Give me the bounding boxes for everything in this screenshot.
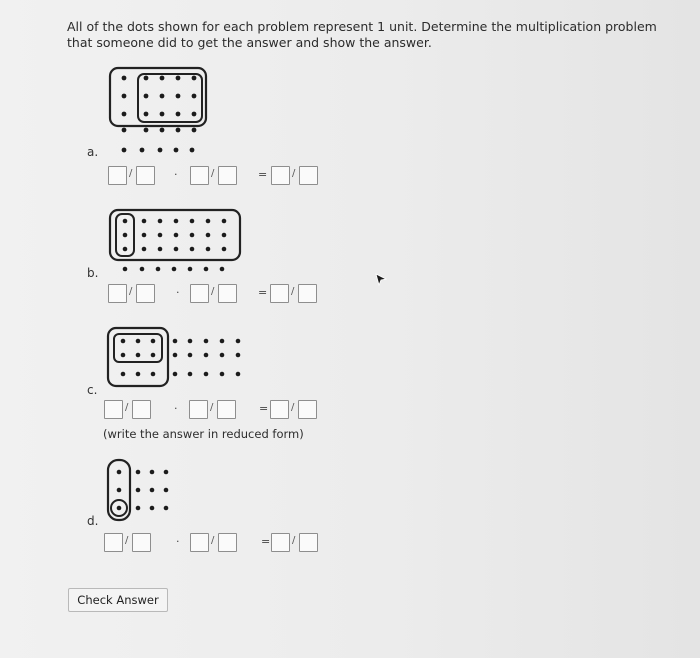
dot (174, 148, 179, 153)
dot (236, 372, 241, 377)
dot (220, 267, 225, 272)
multiply-sign: · (174, 402, 178, 415)
dot (144, 76, 149, 81)
dot (188, 339, 193, 344)
dot (123, 233, 128, 238)
dot (158, 219, 163, 224)
dot (190, 219, 195, 224)
multiply-sign: · (176, 286, 180, 299)
dot (174, 233, 179, 238)
numerator-input[interactable] (190, 533, 209, 552)
dot (136, 506, 141, 511)
dot (151, 339, 156, 344)
dot (164, 470, 169, 475)
dot (160, 112, 165, 117)
dot (176, 112, 181, 117)
dot (236, 339, 241, 344)
dot (206, 219, 211, 224)
dots-a (122, 76, 197, 153)
dot-figure-a (108, 66, 208, 162)
fraction-1: / (104, 533, 152, 555)
numerator-input[interactable] (190, 166, 209, 185)
dot (136, 339, 141, 344)
numerator-input[interactable] (190, 284, 209, 303)
denominator-input[interactable] (299, 166, 318, 185)
numerator-input[interactable] (271, 533, 290, 552)
dot (164, 488, 169, 493)
dot (192, 94, 197, 99)
denominator-input[interactable] (298, 400, 317, 419)
dot (150, 470, 155, 475)
equals-sign: = (258, 168, 268, 181)
fraction-2: / (190, 284, 238, 306)
dot (188, 372, 193, 377)
equals-sign: = (259, 402, 269, 415)
equals-sign: = (258, 286, 268, 299)
equation-row-a (108, 166, 343, 188)
dot (176, 94, 181, 99)
dot (188, 267, 193, 272)
dot (150, 488, 155, 493)
denominator-input[interactable] (218, 533, 237, 552)
dot (236, 353, 241, 358)
numerator-input[interactable] (271, 166, 290, 185)
dot (150, 506, 155, 511)
multiply-sign: · (176, 535, 180, 548)
denominator-input[interactable] (218, 284, 237, 303)
dots-d (117, 470, 169, 511)
dot (176, 128, 181, 133)
dot (192, 112, 197, 117)
problem-label-d: d. (87, 514, 99, 528)
dot (160, 94, 165, 99)
problem-label-c: c. (87, 383, 98, 397)
dot (136, 353, 141, 358)
dot (164, 506, 169, 511)
problem-label-a: a. (87, 145, 99, 159)
fraction-1: / (104, 400, 152, 422)
numerator-input[interactable] (108, 284, 127, 303)
multiply-sign: · (174, 168, 178, 181)
dot-figure-d (106, 458, 176, 522)
fraction-1: / (108, 166, 156, 188)
dot (121, 339, 126, 344)
dot (136, 372, 141, 377)
equation-row-c (104, 400, 339, 422)
numerator-input[interactable] (104, 400, 123, 419)
dot (190, 148, 195, 153)
dot (190, 233, 195, 238)
instructions-text: All of the dots shown for each problem represent 1 unit. Determine the multiplication problem that someone did to get the answer and show the answer. (67, 19, 657, 50)
denominator-input[interactable] (299, 533, 318, 552)
dot (220, 353, 225, 358)
check-answer-button[interactable]: Check Answer (68, 588, 168, 612)
denominator-input[interactable] (132, 533, 151, 552)
dot (144, 112, 149, 117)
dot (192, 128, 197, 133)
problem-label-b: b. (87, 266, 99, 280)
dot (144, 94, 149, 99)
numerator-input[interactable] (108, 166, 127, 185)
dot (121, 372, 126, 377)
dot (176, 76, 181, 81)
dot (122, 94, 127, 99)
dot (206, 233, 211, 238)
denominator-input[interactable] (136, 284, 155, 303)
dots-b (123, 219, 227, 272)
denominator-input[interactable] (217, 400, 236, 419)
dot (173, 372, 178, 377)
dot (158, 233, 163, 238)
dot (158, 148, 163, 153)
fraction-2: / (189, 400, 237, 422)
dot (123, 247, 128, 252)
dot (156, 267, 161, 272)
equation-row-d (104, 533, 339, 555)
dot (222, 219, 227, 224)
fraction-answer: / (271, 166, 319, 188)
fraction-answer: / (271, 533, 319, 555)
dot (142, 219, 147, 224)
dot (123, 219, 128, 224)
fraction-1: / (108, 284, 156, 306)
cursor-arrow-icon (375, 272, 387, 291)
numerator-input[interactable] (270, 284, 289, 303)
dot (190, 247, 195, 252)
fraction-answer: / (270, 284, 318, 306)
dot (142, 233, 147, 238)
dot (140, 148, 145, 153)
dot (204, 339, 209, 344)
equation-row-b (108, 284, 343, 306)
dot-figure-c (106, 326, 256, 388)
numerator-input[interactable] (189, 400, 208, 419)
dot (204, 267, 209, 272)
fraction-2: / (190, 533, 238, 555)
denominator-input[interactable] (298, 284, 317, 303)
dot (173, 339, 178, 344)
dot (204, 372, 209, 377)
reduced-form-note: (write the answer in reduced form) (103, 427, 304, 441)
dot (136, 470, 141, 475)
dot (220, 339, 225, 344)
dot (122, 148, 127, 153)
dot (117, 470, 122, 475)
numerator-input[interactable] (270, 400, 289, 419)
dot (144, 128, 149, 133)
dot (136, 488, 141, 493)
dot (121, 353, 126, 358)
numerator-input[interactable] (104, 533, 123, 552)
denominator-input[interactable] (218, 166, 237, 185)
dot (117, 488, 122, 493)
dot (188, 353, 193, 358)
dot-figure-b (108, 208, 244, 278)
dot (158, 247, 163, 252)
dot (123, 267, 128, 272)
dot (140, 267, 145, 272)
dot (151, 353, 156, 358)
dot (122, 112, 127, 117)
dot (174, 219, 179, 224)
denominator-input[interactable] (132, 400, 151, 419)
dot (222, 233, 227, 238)
dot (192, 76, 197, 81)
dot (206, 247, 211, 252)
dot (222, 247, 227, 252)
dots-c (121, 339, 241, 377)
fraction-2: / (190, 166, 238, 188)
dot (122, 128, 127, 133)
dot (122, 76, 127, 81)
dot (117, 506, 122, 511)
dot (151, 372, 156, 377)
dot (204, 353, 209, 358)
denominator-input[interactable] (136, 166, 155, 185)
dot (160, 76, 165, 81)
dot (142, 247, 147, 252)
dot (174, 247, 179, 252)
equals-sign: = (261, 535, 271, 548)
fraction-answer: / (270, 400, 318, 422)
dot (173, 353, 178, 358)
dot (172, 267, 177, 272)
dot (220, 372, 225, 377)
dot (160, 128, 165, 133)
